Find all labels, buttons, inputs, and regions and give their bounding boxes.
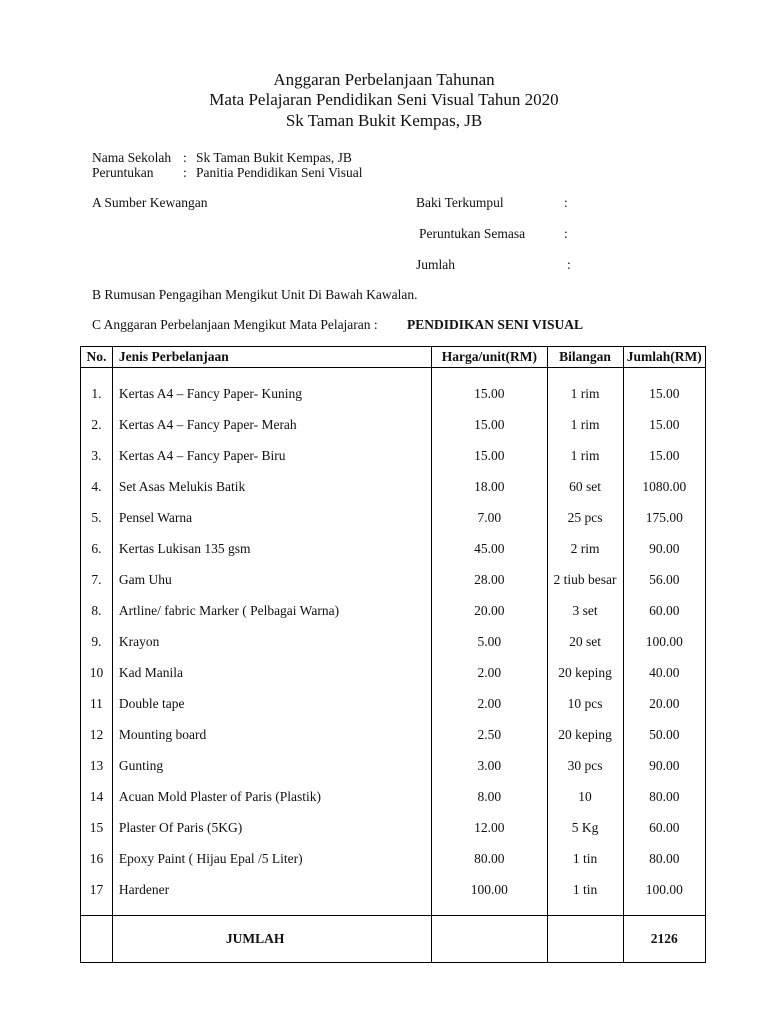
header-quantity: Bilangan	[547, 347, 623, 368]
section-b-label: B Rumusan Pengagihan Mengikut Unit Di Bawah Kawalan.	[92, 287, 418, 302]
spacer-row	[81, 368, 706, 379]
cell-item: Pensel Warna	[112, 502, 431, 533]
table-row	[81, 843, 706, 874]
table-row	[81, 533, 706, 564]
cell-qty: 20 keping	[547, 719, 623, 750]
table-row	[81, 564, 706, 595]
cell-price: 2.00	[432, 688, 547, 719]
table-row	[81, 595, 706, 626]
cell-price: 2.50	[432, 719, 547, 750]
table-row	[81, 657, 706, 688]
total-label: JUMLAH	[112, 916, 431, 963]
cell-total: 80.00	[623, 781, 705, 812]
cell-item: Kertas A4 – Fancy Paper- Merah	[112, 409, 431, 440]
cell-total: 60.00	[623, 595, 705, 626]
header-price: Harga/unit(RM)	[432, 347, 547, 368]
cell-price: 5.00	[432, 626, 547, 657]
cell-total: 50.00	[623, 719, 705, 750]
cell-item: Acuan Mold Plaster of Paris (Plastik)	[112, 781, 431, 812]
cell-total: 60.00	[623, 812, 705, 843]
cell-qty: 20 set	[547, 626, 623, 657]
document-subtitle: Mata Pelajaran Pendidikan Seni Visual Tahun 2020	[209, 90, 559, 109]
cell-price: 100.00	[432, 874, 547, 905]
peruntukan-semasa-label: Peruntukan Semasa	[419, 226, 526, 241]
cell-item: Set Asas Melukis Batik	[112, 471, 431, 502]
table-row	[81, 688, 706, 719]
total-value: 2126	[623, 916, 705, 963]
budget-table-body	[81, 368, 706, 906]
cell-item: Kertas A4 – Fancy Paper- Kuning	[112, 378, 431, 409]
cell-qty: 1 rim	[547, 440, 623, 471]
cell-total: 56.00	[623, 564, 705, 595]
school-colon: :	[183, 150, 187, 165]
cell-qty: 25 pcs	[547, 502, 623, 533]
cell-price: 15.00	[432, 440, 547, 471]
cell-item: Kad Manila	[112, 657, 431, 688]
cell-item: Epoxy Paint ( Hijau Epal /5 Liter)	[112, 843, 431, 874]
school-label: Nama Sekolah	[92, 150, 172, 165]
cell-item: Double tape	[112, 688, 431, 719]
jumlah-label: Jumlah	[416, 257, 455, 272]
cell-total: 175.00	[623, 502, 705, 533]
cell-no: 6.	[81, 533, 113, 564]
cell-item: Gam Uhu	[112, 564, 431, 595]
cell-price: 12.00	[432, 812, 547, 843]
cell-total: 15.00	[623, 378, 705, 409]
cell-price: 2.00	[432, 657, 547, 688]
table-row	[81, 378, 706, 409]
section-a-label: A Sumber Kewangan	[92, 195, 208, 210]
cell-qty: 1 tin	[547, 874, 623, 905]
baki-colon: :	[564, 195, 568, 210]
cell-total: 1080.00	[623, 471, 705, 502]
cell-qty: 2 rim	[547, 533, 623, 564]
cell-no: 12	[81, 719, 113, 750]
cell-no: 9.	[81, 626, 113, 657]
cell-total: 100.00	[623, 626, 705, 657]
cell-qty: 2 tiub besar	[547, 564, 623, 595]
table-row	[81, 750, 706, 781]
table-row	[81, 874, 706, 905]
total-row	[81, 916, 706, 963]
cell-item: Gunting	[112, 750, 431, 781]
spacer-row	[81, 905, 706, 916]
cell-no: 2.	[81, 409, 113, 440]
cell-no: 5.	[81, 502, 113, 533]
school-value: Sk Taman Bukit Kempas, JB	[196, 150, 352, 165]
cell-total: 80.00	[623, 843, 705, 874]
cell-no: 15	[81, 812, 113, 843]
cell-price: 28.00	[432, 564, 547, 595]
cell-item: Kertas A4 – Fancy Paper- Biru	[112, 440, 431, 471]
section-c-subject: PENDIDIKAN SENI VISUAL	[407, 317, 584, 332]
budget-table	[80, 346, 706, 963]
peruntukan-colon: :	[564, 226, 568, 241]
cell-no: 13	[81, 750, 113, 781]
cell-item: Kertas Lukisan 135 gsm	[112, 533, 431, 564]
header-no: No.	[81, 347, 113, 368]
table-row	[81, 781, 706, 812]
cell-no: 7.	[81, 564, 113, 595]
cell-price: 80.00	[432, 843, 547, 874]
cell-total: 90.00	[623, 750, 705, 781]
cell-qty: 20 keping	[547, 657, 623, 688]
cell-no: 3.	[81, 440, 113, 471]
cell-no: 8.	[81, 595, 113, 626]
cell-no: 1.	[81, 378, 113, 409]
cell-total: 40.00	[623, 657, 705, 688]
cell-price: 3.00	[432, 750, 547, 781]
cell-total: 90.00	[623, 533, 705, 564]
cell-qty: 1 rim	[547, 409, 623, 440]
cell-price: 15.00	[432, 378, 547, 409]
cell-qty: 1 rim	[547, 378, 623, 409]
cell-price: 45.00	[432, 533, 547, 564]
cell-qty: 10	[547, 781, 623, 812]
cell-qty: 1 tin	[547, 843, 623, 874]
cell-price: 7.00	[432, 502, 547, 533]
allocation-label: Peruntukan	[92, 165, 154, 180]
cell-total: 15.00	[623, 440, 705, 471]
cell-qty: 5 Kg	[547, 812, 623, 843]
table-row	[81, 440, 706, 471]
header-total: Jumlah(RM)	[623, 347, 705, 368]
cell-no: 17	[81, 874, 113, 905]
allocation-colon: :	[183, 165, 187, 180]
cell-no: 10	[81, 657, 113, 688]
cell-price: 18.00	[432, 471, 547, 502]
baki-label: Baki Terkumpul	[416, 195, 504, 210]
table-row	[81, 719, 706, 750]
table-header-row	[81, 347, 706, 368]
cell-no: 16	[81, 843, 113, 874]
cell-price: 20.00	[432, 595, 547, 626]
cell-price: 15.00	[432, 409, 547, 440]
cell-qty: 10 pcs	[547, 688, 623, 719]
cell-item: Artline/ fabric Marker ( Pelbagai Warna)	[112, 595, 431, 626]
table-row	[81, 626, 706, 657]
cell-qty: 3 set	[547, 595, 623, 626]
cell-item: Krayon	[112, 626, 431, 657]
cell-item: Plaster Of Paris (5KG)	[112, 812, 431, 843]
cell-no: 4.	[81, 471, 113, 502]
school-heading: Sk Taman Bukit Kempas, JB	[285, 111, 483, 130]
cell-qty: 30 pcs	[547, 750, 623, 781]
table-row	[81, 812, 706, 843]
header-item: Jenis Perbelanjaan	[112, 347, 431, 368]
section-c-label: C Anggaran Perbelanjaan Mengikut Mata Pelajaran :	[92, 317, 378, 332]
cell-total: 15.00	[623, 409, 705, 440]
cell-total: 20.00	[623, 688, 705, 719]
allocation-value: Panitia Pendidikan Seni Visual	[196, 165, 363, 180]
cell-price: 8.00	[432, 781, 547, 812]
document-title: Anggaran Perbelanjaan Tahunan	[273, 70, 495, 89]
cell-total: 100.00	[623, 874, 705, 905]
table-row	[81, 502, 706, 533]
jumlah-colon: :	[567, 257, 571, 272]
table-row	[81, 471, 706, 502]
cell-item: Hardener	[112, 874, 431, 905]
table-row	[81, 409, 706, 440]
cell-no: 14	[81, 781, 113, 812]
cell-qty: 60 set	[547, 471, 623, 502]
cell-no: 11	[81, 688, 113, 719]
cell-item: Mounting board	[112, 719, 431, 750]
